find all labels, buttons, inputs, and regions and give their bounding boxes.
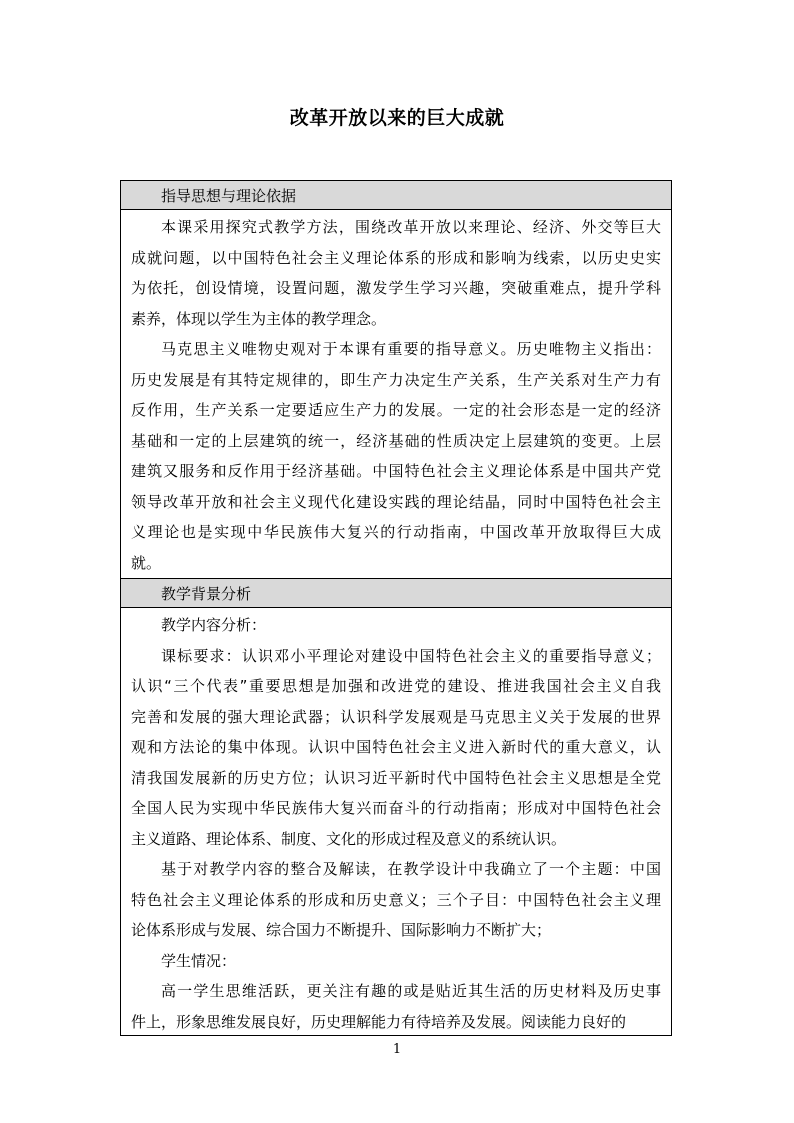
section-header: 指导思想与理论依据 bbox=[121, 181, 671, 210]
paragraph bbox=[131, 610, 661, 641]
paragraph bbox=[131, 334, 661, 578]
section-body bbox=[121, 210, 671, 579]
text-line: 领导改革开放和社会主义现代化建设实践的理论结晶，同时中国特色社会主 bbox=[131, 492, 661, 511]
text-line: 建筑又服务和反作用于经济基础。中国特色社会主义理论体系是中国共产党 bbox=[131, 462, 661, 480]
text-line: 学生情况： bbox=[161, 951, 237, 970]
text-line: 件上，形象思维发展良好，历史理解能力有待培养及发展。阅读能力良好的 bbox=[131, 1012, 627, 1031]
section-header: 教学背景分析 bbox=[121, 579, 671, 608]
text-line: 全国人民为实现中华民族伟大复兴而奋斗的行动指南；形成对中国特色社会 bbox=[131, 799, 661, 817]
section-body bbox=[121, 608, 671, 1036]
text-line: 基础和一定的上层建筑的统一，经济基础的性质决定上层建筑的变更。上层 bbox=[131, 431, 661, 450]
paragraph bbox=[131, 946, 661, 977]
text-line: 完善和发展的强大理论武器；认识科学发展观是马克思主义关于发展的世界 bbox=[131, 707, 661, 726]
text-line: 素养，体现以学生为主体的教学理念。 bbox=[131, 309, 387, 328]
text-line: 认识“三个代表”重要思想是加强和改进党的建设、推进我国社会主义自我 bbox=[131, 677, 661, 695]
lesson-plan-table bbox=[120, 180, 672, 1036]
text-line: 就。 bbox=[131, 553, 162, 572]
text-line: 观和方法论的集中体现。认识中国特色社会主义进入新时代的重大意义，认 bbox=[131, 738, 661, 756]
paragraph bbox=[131, 854, 661, 946]
page-number: 1 bbox=[392, 1042, 402, 1057]
page-title: 改革开放以来的巨大成就 bbox=[289, 107, 505, 129]
text-line: 本课采用探究式教学方法，围绕改革开放以来理论、经济、外交等巨大 bbox=[161, 218, 661, 236]
text-line: 教学内容分析： bbox=[161, 616, 267, 634]
text-line: 马克思主义唯物史观对于本课有重要的指导意义。历史唯物主义指出： bbox=[161, 340, 661, 358]
paragraph bbox=[131, 641, 661, 855]
text-line: 清我国发展新的历史方位；认识习近平新时代中国特色社会主义思想是全党 bbox=[131, 768, 661, 787]
text-line: 主义道路、理论体系、制度、文化的形成过程及意义的系统认识。 bbox=[131, 829, 567, 848]
text-line: 课标要求：认识邓小平理论对建设中国特色社会主义的重要指导意义； bbox=[161, 646, 661, 665]
paragraph bbox=[131, 212, 661, 334]
text-line: 特色社会主义理论体系的形成和历史意义；三个子目：中国特色社会主义理 bbox=[131, 890, 661, 909]
text-line: 历史发展是有其特定规律的，即生产力决定生产关系，生产关系对生产力有 bbox=[131, 370, 661, 389]
text-line: 为依托，创设情境，设置问题，激发学生学习兴趣，突破重难点，提升学科 bbox=[131, 279, 661, 297]
text-line: 高一学生思维活跃，更关注有趣的或是贴近其生活的历史材料及历史事 bbox=[161, 982, 661, 1000]
paragraph bbox=[131, 976, 661, 1036]
text-line: 反作用，生产关系一定要适应生产力的发展。一定的社会形态是一定的经济 bbox=[131, 401, 661, 419]
text-line: 义理论也是实现中华民族伟大复兴的行动指南，中国改革开放取得巨大成 bbox=[131, 523, 661, 541]
text-line: 基于对教学内容的整合及解读，在教学设计中我确立了一个主题：中国 bbox=[161, 860, 661, 878]
text-line: 论体系形成与发展、综合国力不断提升、国际影响力不断扩大； bbox=[131, 921, 552, 939]
text-line: 成就问题，以中国特色社会主义理论体系的形成和影响为线索，以历史史实 bbox=[131, 248, 661, 267]
